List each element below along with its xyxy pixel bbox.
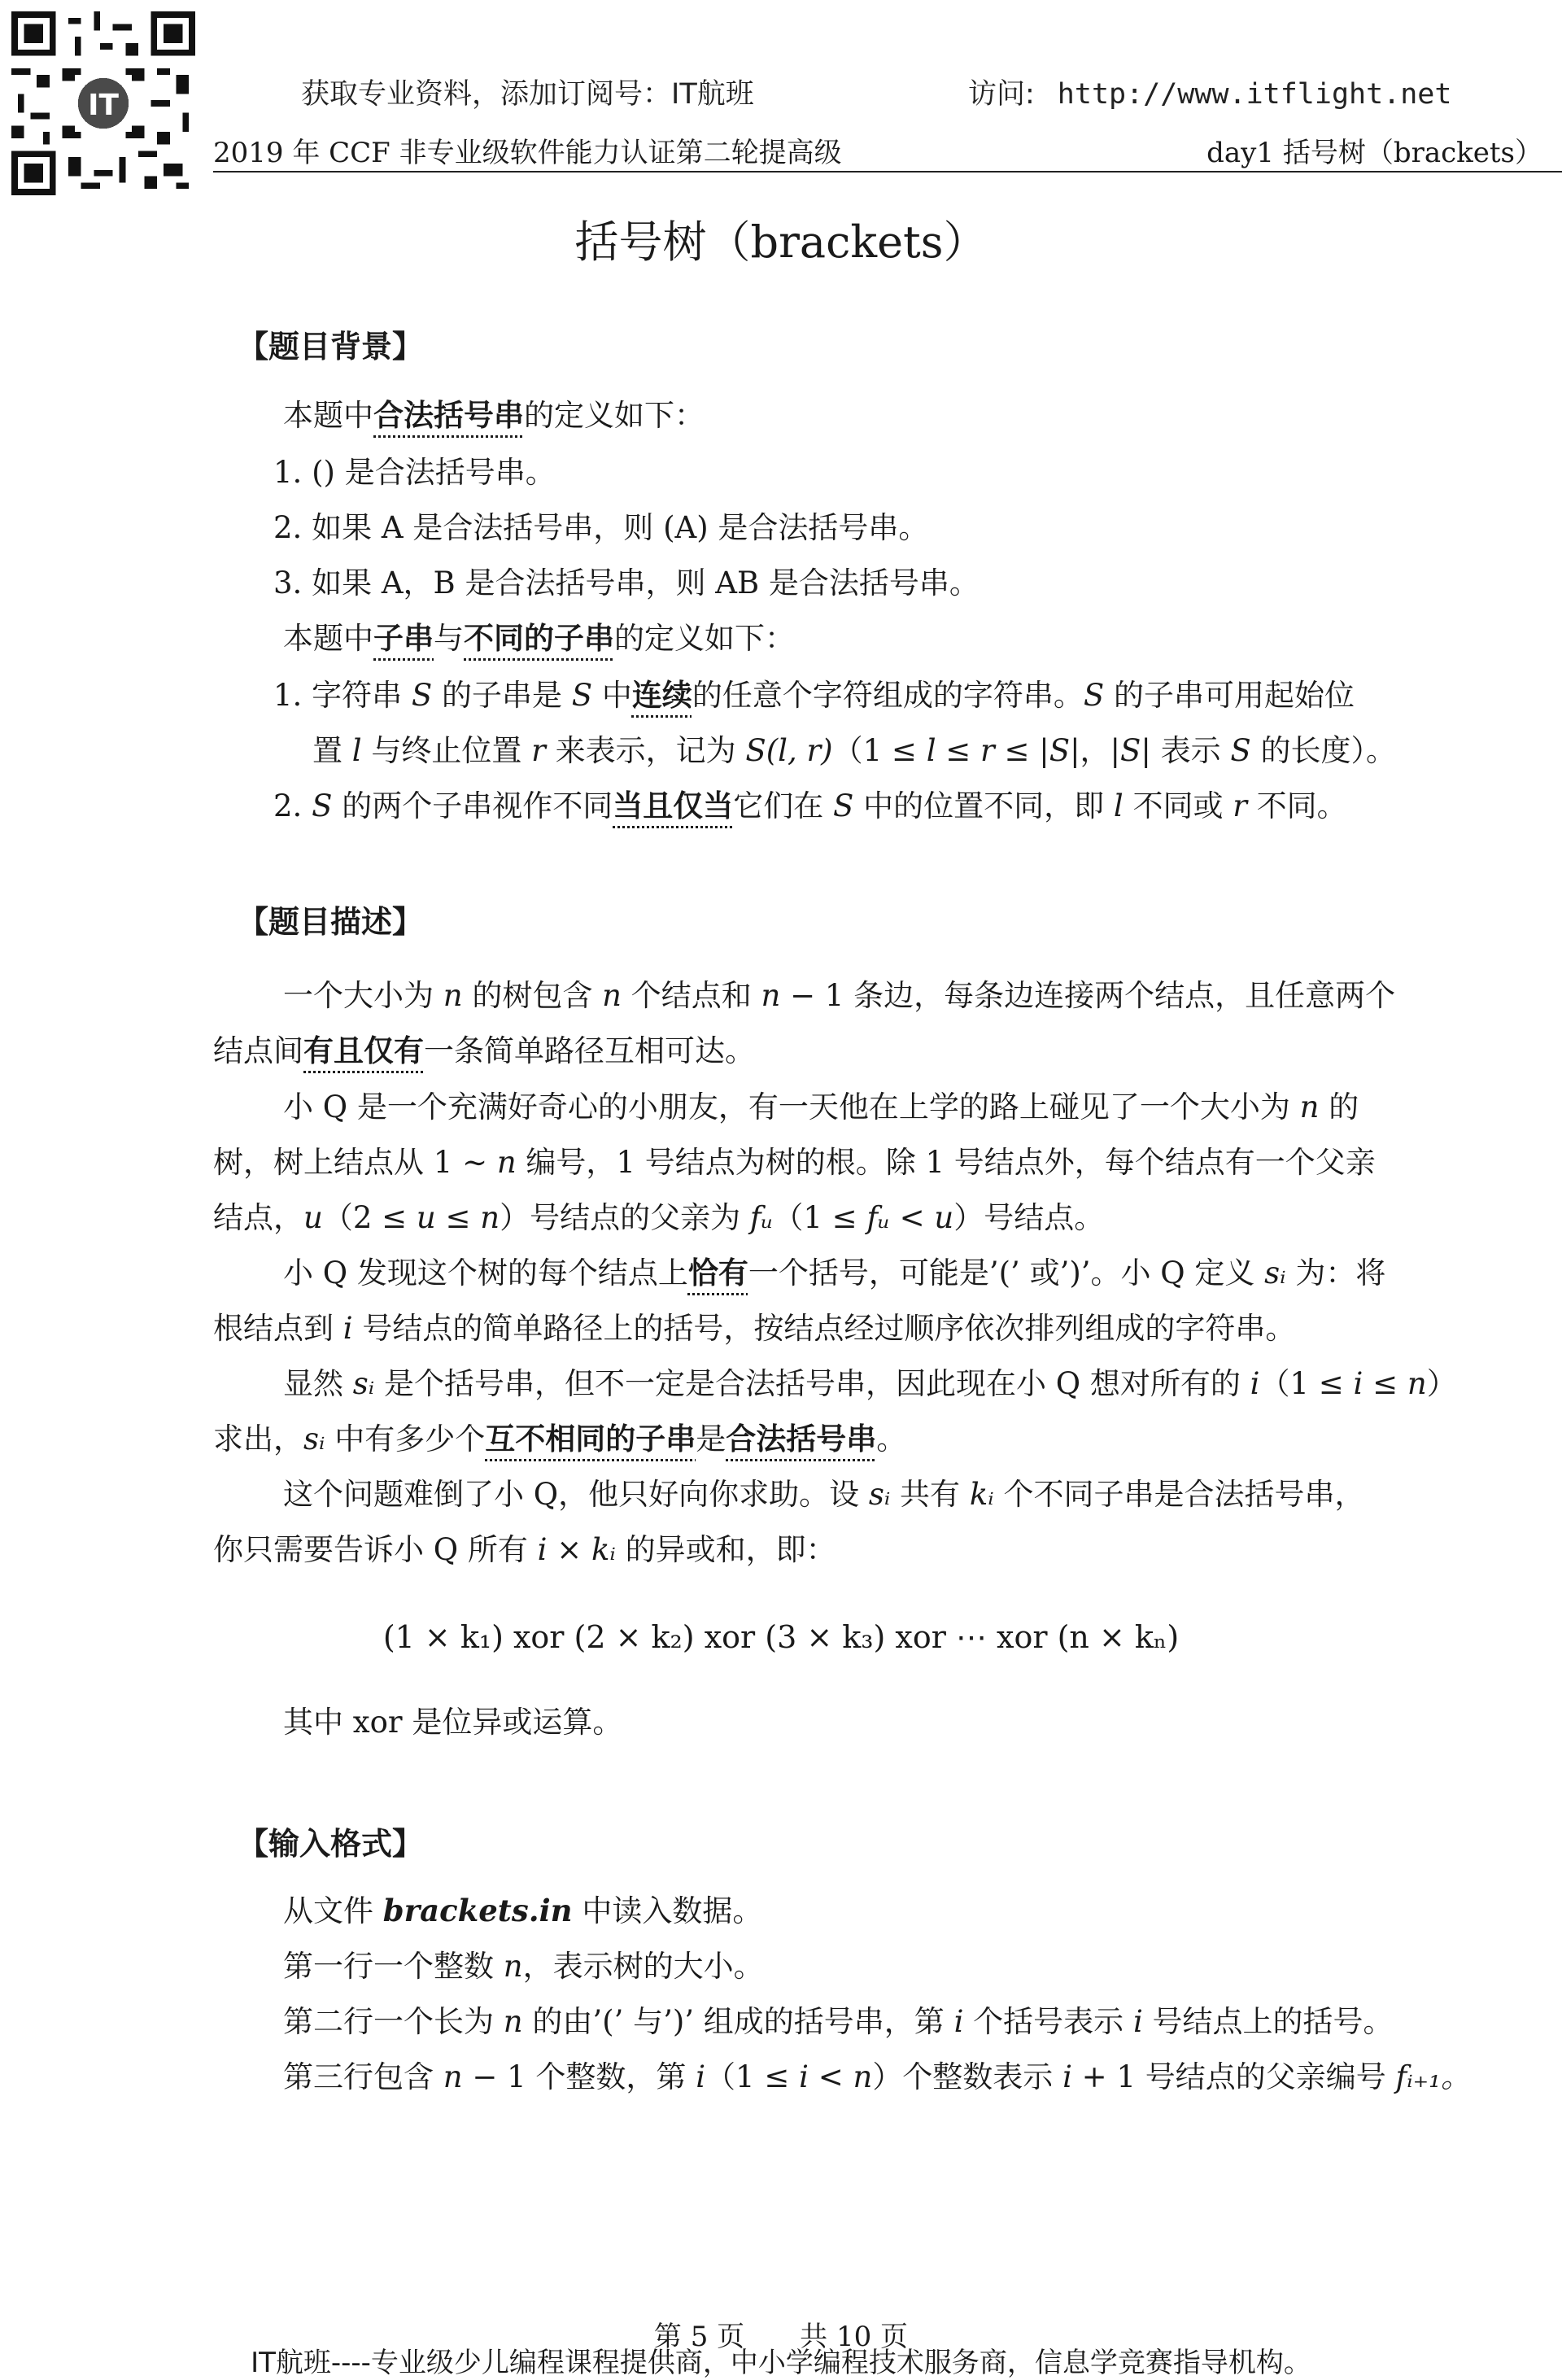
bg-line-8: 2. S 的两个子串视作不同当且仅当它们在 S 中的位置不同，即 l 不同或 r 不同。: [273, 788, 1347, 823]
header-rule: [213, 171, 1562, 172]
svg-text:IT: IT: [88, 89, 119, 123]
desc-p4-line2: 求出，sᵢ 中有多少个互不相同的子串是合法括号串。: [213, 1421, 907, 1456]
desc-p3-line1: 小 Q 发现这个树的每个结点上恰有一个括号，可能是’(’ 或’)’。小 Q 定义 sᵢ 为：将: [283, 1256, 1386, 1290]
promo-visit: [968, 72, 1451, 112]
desc-p6: 其中 xor 是位异或运算。: [283, 1705, 623, 1740]
bg-line-1: 本题中合法括号串的定义如下：: [283, 398, 705, 433]
page-number: 第 5 页 共 10 页: [653, 2321, 909, 2353]
bg-line-6: 1. 字符串 S 的子串是 S 中连续的任意个字符组成的字符串。S 的子串可用起始位: [273, 678, 1355, 713]
bg-line-4: 3. 如果 A，B 是合法括号串，则 AB 是合法括号串。: [273, 566, 980, 600]
running-header-right: day1 括号树（brackets）: [1206, 137, 1542, 169]
promo-text: 获取专业资料，添加订阅号：IT航班: [301, 78, 754, 111]
footer-org-text: IT航班----专业级少儿编程课程提供商，中小学编程技术服务商，信息学竞赛指导机构。: [251, 2347, 1311, 2379]
desc-p1-line2: 结点间有且仅有一条简单路径互相可达。: [213, 1033, 755, 1068]
qr-code-image: [11, 11, 195, 195]
desc-p3-line2: 根结点到 i 号结点的简单路径上的括号，按结点经过顺序依次排列组成的字符串。: [213, 1311, 1296, 1346]
bg-line-5: 本题中子串与不同的子串的定义如下：: [283, 621, 795, 656]
promo-visit-label: 访问:: [968, 78, 1035, 111]
desc-p2-line1: 小 Q 是一个充满好奇心的小朋友，有一天他在上学的路上碰见了一个大小为 n 的: [283, 1090, 1359, 1124]
desc-p2-line3: 结点，u（2 ≤ u ≤ n）号结点的父亲为 fᵤ（1 ≤ fᵤ < u）号结点。: [213, 1200, 1105, 1235]
desc-p2-line2: 树，树上结点从 1 ∼ n 编号，1 号结点为树的根。除 1 号结点外，每个结点有一个父亲: [213, 1145, 1376, 1180]
page-title: 括号树（brackets）: [574, 216, 988, 268]
input-line-1: 从文件 brackets.in 中读入数据。: [283, 1893, 763, 1928]
input-filename: brackets.in: [382, 1893, 573, 1928]
section-heading-description: 【题目描述】: [238, 904, 424, 940]
promo-url-link[interactable]: http://www.itflight.net: [1057, 78, 1452, 111]
desc-p5-line1: 这个问题难倒了小 Q，他只好向你求助。设 sᵢ 共有 kᵢ 个不同子串是合法括号串，: [283, 1477, 1365, 1512]
section-heading-background: 【题目背景】: [238, 329, 424, 365]
desc-p1-line1: 一个大小为 n 的树包含 n 个结点和 n − 1 条边，每条边连接两个结点，且任意两个: [283, 978, 1396, 1013]
desc-p5-line2: 你只需要告诉小 Q 所有 i × kᵢ 的异或和，即：: [213, 1532, 836, 1567]
running-header-left: 2019 年 CCF 非专业级软件能力认证第二轮提高级: [213, 137, 842, 169]
input-line-2: 第一行一个整数 n，表示树的大小。: [283, 1949, 764, 1984]
bg-line-2: 1. () 是合法括号串。: [273, 455, 556, 490]
desc-p4-line1: 显然 sᵢ 是个括号串，但不一定是合法括号串，因此现在小 Q 想对所有的 i（1 ≤ i ≤ n）: [283, 1366, 1457, 1401]
section-heading-input: 【输入格式】: [238, 1826, 424, 1862]
xor-formula: (1 × k₁) xor (2 × k₂) xor (3 × k₃) xor ⋯ xor (n × kₙ): [382, 1619, 1180, 1655]
input-line-3: 第二行一个长为 n 的由’(’ 与’)’ 组成的括号串，第 i 个括号表示 i 号结点上的括号。: [283, 2004, 1394, 2039]
input-line-4: 第三行包含 n − 1 个整数，第 i（1 ≤ i < n）个整数表示 i + 1 号结点的父亲编号 fᵢ₊₁。: [283, 2059, 1472, 2094]
bg-line-3: 2. 如果 A 是合法括号串，则 (A) 是合法括号串。: [273, 510, 929, 545]
bg-line-7: 置 l 与终止位置 r 来表示，记为 S(l, r)（1 ≤ l ≤ r ≤ |S|，|S| 表示 S 的长度）。: [312, 733, 1397, 768]
